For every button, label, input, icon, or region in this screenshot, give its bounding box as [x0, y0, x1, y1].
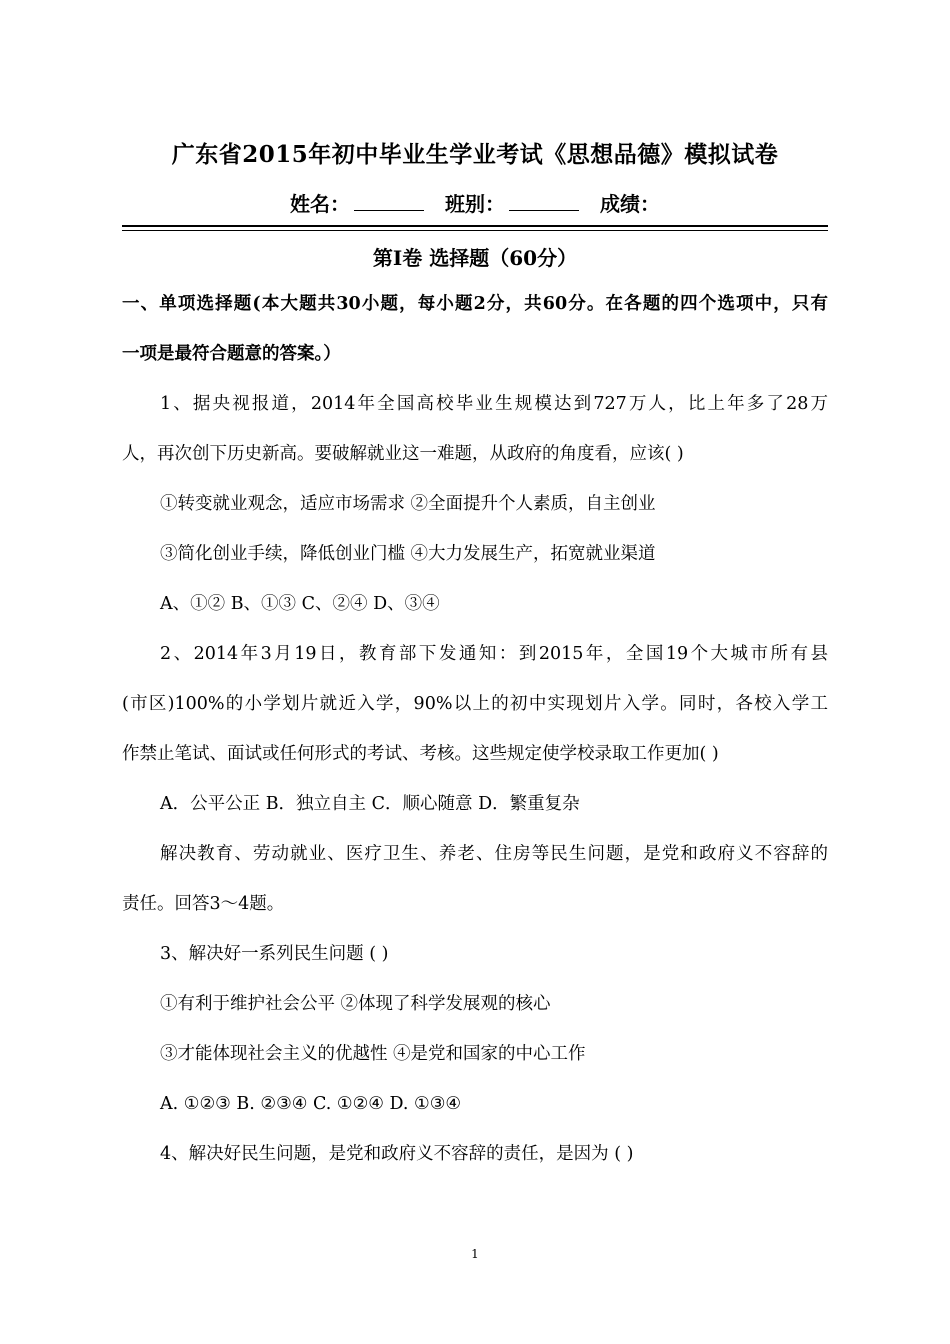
question-3-options: A. ①②③ B. ②③④ C. ①②④ D. ①③④	[160, 1094, 462, 1114]
material-line-1: 解决教育、劳动就业、医疗卫生、养老、住房等民生问题，是党和政府义不容辞的	[160, 844, 828, 864]
question-3-stem: 3、解决好一系列民生问题 ( )	[160, 944, 389, 964]
exam-title: 广东省2015年初中毕业生学业考试《思想品德》模拟试卷	[171, 141, 779, 168]
question-2-line-1: 2、2014年3月19日，教育部下发通知：到2015年，全国19个大城市所有县	[160, 644, 828, 664]
question-1-line-1: 1、据央视报道，2014年全国高校毕业生规模达到727万人，比上年多了28万	[160, 394, 828, 414]
header-rule-thin	[122, 230, 828, 231]
header-rule-thick	[122, 225, 828, 227]
question-1-options: A、①② B、①③ C、②④ D、③④	[160, 594, 440, 614]
question-3-statements-b: ③才能体现社会主义的优越性 ④是党和国家的中心工作	[160, 1044, 586, 1064]
instruction-line-1: 一、单项选择题(本大题共30小题，每小题2分，共60分。在各题的四个选项中，只有	[122, 294, 828, 314]
question-1-statements-b: ③简化创业手续，降低创业门槛 ④大力发展生产，拓宽就业渠道	[160, 544, 656, 564]
page-number: 1	[471, 1247, 479, 1261]
class-blank[interactable]	[509, 192, 579, 211]
instruction-line-2: 一项是最符合题意的答案。）	[122, 344, 341, 364]
name-blank[interactable]	[354, 192, 424, 211]
student-info-row	[0, 188, 950, 217]
question-1-statements-a: ①转变就业观念，适应市场需求 ②全面提升个人素质，自主创业	[160, 494, 656, 514]
question-4-stem: 4、解决好民生问题，是党和政府义不容辞的责任，是因为 ( )	[160, 1144, 634, 1164]
section-heading: 第Ⅰ卷 选择题（60分）	[372, 246, 578, 270]
question-2-line-3: 作禁止笔试、面试或任何形式的考试、考核。这些规定使学校录取工作更加( )	[122, 744, 719, 764]
score-label: 成绩：	[599, 192, 660, 216]
material-line-2: 责任。回答3～4题。	[122, 894, 285, 914]
class-label: 班别：	[445, 192, 505, 216]
question-2-line-2: (市区)100%的小学划片就近入学，90%以上的初中实现划片入学。同时，各校入学工	[122, 694, 828, 714]
question-3-statements-a: ①有利于维护社会公平 ②体现了科学发展观的核心	[160, 994, 551, 1014]
question-1-line-2: 人，再次创下历史新高。要破解就业这一难题，从政府的角度看，应该( )	[122, 444, 684, 464]
name-label: 姓名：	[290, 192, 351, 216]
question-2-options: A．公平公正 B．独立自主 C．顺心随意 D．繁重复杂	[160, 794, 580, 814]
